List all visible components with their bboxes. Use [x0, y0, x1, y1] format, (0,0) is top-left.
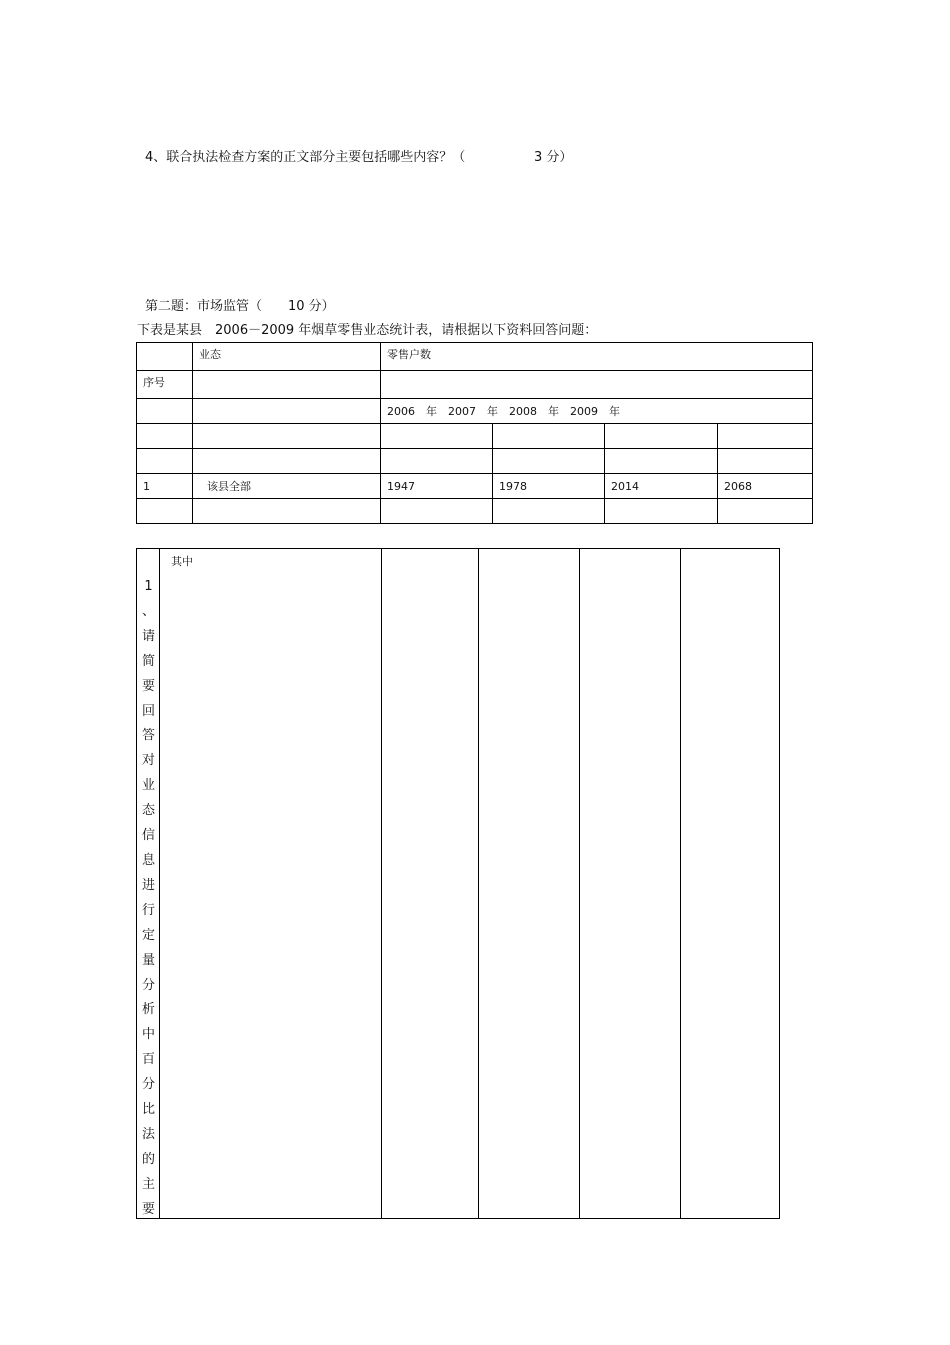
years-header: 2006 年 2007 年 2008 年 2009 年: [381, 399, 813, 424]
table-cell: [605, 449, 718, 474]
vertical-char: 法: [141, 1126, 155, 1142]
sub-format-label: 其中: [171, 555, 193, 568]
table-cell: [718, 499, 813, 524]
vertical-char: 请: [141, 628, 155, 644]
vertical-char: 业: [141, 778, 155, 794]
vertical-char: 比: [141, 1102, 155, 1118]
vertical-char: 回: [141, 703, 155, 719]
table-cell: [381, 449, 493, 474]
table-cell: [381, 424, 493, 449]
table-cell: [381, 371, 813, 399]
vertical-char: 、: [141, 603, 155, 619]
vertical-char: 对: [141, 753, 155, 769]
table-cell: [493, 424, 605, 449]
table-cell: [137, 499, 193, 524]
header-format: 业态: [193, 343, 381, 371]
table-cell: [193, 449, 381, 474]
vertical-char: 要: [141, 678, 155, 694]
table-row: [137, 399, 813, 424]
table-cell: [137, 449, 193, 474]
table-cell: [493, 499, 605, 524]
column-divider: [579, 549, 580, 1218]
table-cell: [137, 424, 193, 449]
question-4-text: 4、联合执法检查方案的正文部分主要包括哪些内容？（: [145, 150, 466, 165]
table-row: [137, 343, 813, 371]
vertical-char: 量: [141, 952, 155, 968]
vertical-char: 分: [141, 1077, 155, 1093]
table-cell: [193, 499, 381, 524]
vertical-char: 行: [141, 902, 155, 918]
value-2008: 2014: [605, 474, 718, 499]
header-index: 序号: [137, 371, 193, 399]
sub-format-table: [136, 548, 780, 1219]
vertical-char: 定: [141, 927, 155, 943]
question-4: [145, 146, 573, 165]
table-cell: [381, 499, 493, 524]
table-row: [137, 499, 813, 524]
table-cell: [718, 424, 813, 449]
vertical-char: 分: [141, 977, 155, 993]
table-cell: [605, 499, 718, 524]
section-2-title: [145, 295, 335, 314]
section-2-points: 10 分）: [288, 299, 335, 314]
column-divider: [680, 549, 681, 1218]
table-cell: [193, 399, 381, 424]
header-retail-count: 零售户数: [381, 343, 813, 371]
column-divider: [478, 549, 479, 1218]
retail-format-table: [136, 342, 813, 524]
vertical-char: 1: [144, 579, 153, 594]
vertical-char: 要: [141, 1201, 155, 1217]
vertical-char: 析: [141, 1002, 155, 1018]
table-cell: [137, 343, 193, 371]
table-cell: [193, 424, 381, 449]
vertical-char: 中: [141, 1027, 155, 1043]
table-row: [137, 474, 813, 499]
row-format-name: 该县全部: [193, 474, 381, 499]
vertical-char: 的: [141, 1151, 155, 1167]
row-index: 1: [137, 474, 193, 499]
vertical-char: 进: [141, 877, 155, 893]
vertical-char: 态: [141, 803, 155, 819]
table-row: [137, 424, 813, 449]
vertical-char: 息: [141, 852, 155, 868]
section-2-title-text: 第二题：市场监管（: [145, 299, 263, 314]
question-4-points: 3 分）: [534, 150, 573, 165]
table-row: [137, 449, 813, 474]
table-cell: [137, 399, 193, 424]
vertical-question-text: [137, 575, 160, 1223]
table-cell: [493, 449, 605, 474]
vertical-char: 简: [141, 653, 155, 669]
column-divider: [381, 549, 382, 1218]
vertical-char: 答: [141, 728, 155, 744]
table-intro: 下表是某县 2006－2009 年烟草零售业态统计表，请根据以下资料回答问题：: [137, 323, 598, 338]
value-2006: 1947: [381, 474, 493, 499]
value-2007: 1978: [493, 474, 605, 499]
vertical-char: 百: [141, 1052, 155, 1068]
table-cell: [718, 449, 813, 474]
table-cell: [193, 371, 381, 399]
vertical-char: 信: [141, 828, 155, 844]
value-2009: 2068: [718, 474, 813, 499]
vertical-char: 主: [141, 1176, 155, 1192]
table-row: [137, 371, 813, 399]
table-cell: [605, 424, 718, 449]
